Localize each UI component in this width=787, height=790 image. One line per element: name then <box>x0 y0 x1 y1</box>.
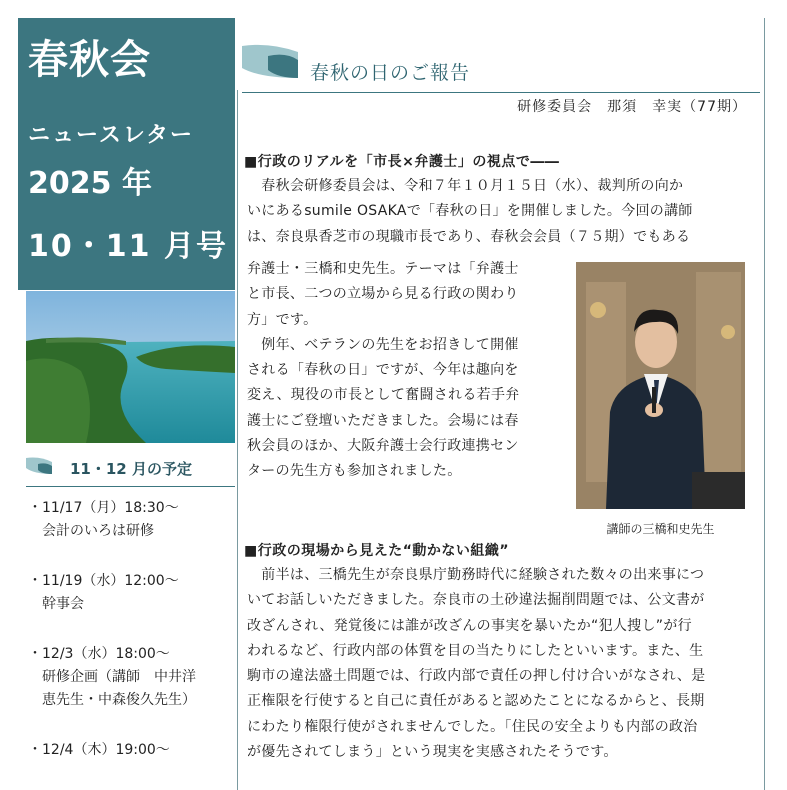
text-line: される「春秋の日」ですが、今年は趣向を <box>247 362 519 379</box>
issue-year: 2025 年 <box>28 166 152 201</box>
schedule-event: 研修企画（講師 中井洋 <box>42 669 196 685</box>
text-line: 正権限を行使すると自己に責任があると認めたことになるからと、長期 <box>247 693 705 710</box>
photo-caption: 講師の三橋和史先生 <box>606 522 715 536</box>
schedule-heading <box>26 454 235 487</box>
text-line: ターの先生方も参加されました。 <box>247 463 462 480</box>
article-title: 春秋の日のご報告 <box>310 62 471 84</box>
list-item <box>28 497 238 543</box>
seascape-photo <box>26 291 235 443</box>
schedule-title: 11・12 月の予定 <box>70 460 192 478</box>
column-divider <box>237 90 238 790</box>
text-line: にわたり権限行使がされませんでした。「住民の安全よりも内部の政治 <box>247 718 698 735</box>
text-line: 変え、現役の市長として奮闘される若手弁 <box>247 387 520 404</box>
text-line: われるなど、行政内部の体質を目の当たりにしたといいます。また、生 <box>247 642 704 659</box>
text-line: は、奈良県香芝市の現職市長であり、春秋会会員（７５期）でもある <box>247 228 691 245</box>
paragraph-body <box>247 563 757 765</box>
text-line: 前半は、三橋先生が奈良県庁勤務時代に経験された数々の出来事につ <box>247 567 705 583</box>
schedule-event-cont: 恵先生・中森俊久先生） <box>42 692 196 708</box>
issue-months: 10・11 月号 <box>28 229 228 264</box>
newsletter-label: ニュースレター <box>28 123 195 148</box>
schedule-list <box>28 497 238 789</box>
schedule-event: 幹事会 <box>42 596 84 612</box>
text-line: 春秋会研修委員会は、令和７年１０月１５日（水）、裁判所の向か <box>247 178 684 194</box>
article-byline: 研修委員会 那須 幸実（77期） <box>517 99 747 115</box>
list-item <box>28 570 238 616</box>
text-line: 駒市の違法盛土問題では、行政内部で責任の押し付け合いがなされ、是 <box>247 668 706 685</box>
text-line: が優先されてしまう」という現実を実感されたそうです。 <box>247 744 618 761</box>
paragraph-theme <box>247 257 567 485</box>
text-line: 護士にご登壇いただきました。会場には春 <box>247 412 519 429</box>
list-item <box>28 643 238 712</box>
schedule-date: ・12/3（水）18:00～ <box>28 646 170 662</box>
text-line: いてお話しいただきました。奈良市の土砂違法掘削問題では、公文書が <box>247 592 705 609</box>
text-line: 改ざんされ、発覚後には誰が改ざんの事実を暴いたか“犯人捜し”が行 <box>247 617 692 634</box>
text-line: 秋会員のほか、大阪弁護士会行政連携セン <box>247 438 519 455</box>
page-edge-rule <box>764 18 765 790</box>
text-line: 例年、ベテランの先生をお招きして開催 <box>247 336 519 353</box>
text-line: いにあるsumile OSAKAで「春秋の日」を開催しました。今回の講師 <box>247 203 693 220</box>
schedule-date: ・12/4（木）19:00～ <box>28 742 170 758</box>
leaf-icon <box>242 44 300 78</box>
org-name: 春秋会 <box>28 37 151 83</box>
schedule-event: 会計のいろは研修 <box>42 523 154 539</box>
list-item <box>28 739 238 762</box>
schedule-date: ・11/19（水）12:00～ <box>28 573 179 589</box>
leaf-icon <box>26 456 54 476</box>
speaker-photo <box>576 262 745 509</box>
article-header <box>242 44 760 93</box>
text-line: と市長、二つの立場から見る行政の関わり <box>247 286 519 303</box>
schedule-date: ・11/17（月）18:30～ <box>28 500 179 516</box>
text-line: 方」です。 <box>247 311 318 328</box>
section-heading: ■行政の現場から見えた“動かない組織” <box>244 543 510 559</box>
paragraph-intro <box>247 174 757 250</box>
text-line: 弁護士・三橋和史先生。テーマは「弁護士 <box>247 261 519 277</box>
section-heading: ■行政のリアルを「市長×弁護士」の視点で―― <box>244 154 560 170</box>
masthead <box>18 18 235 290</box>
